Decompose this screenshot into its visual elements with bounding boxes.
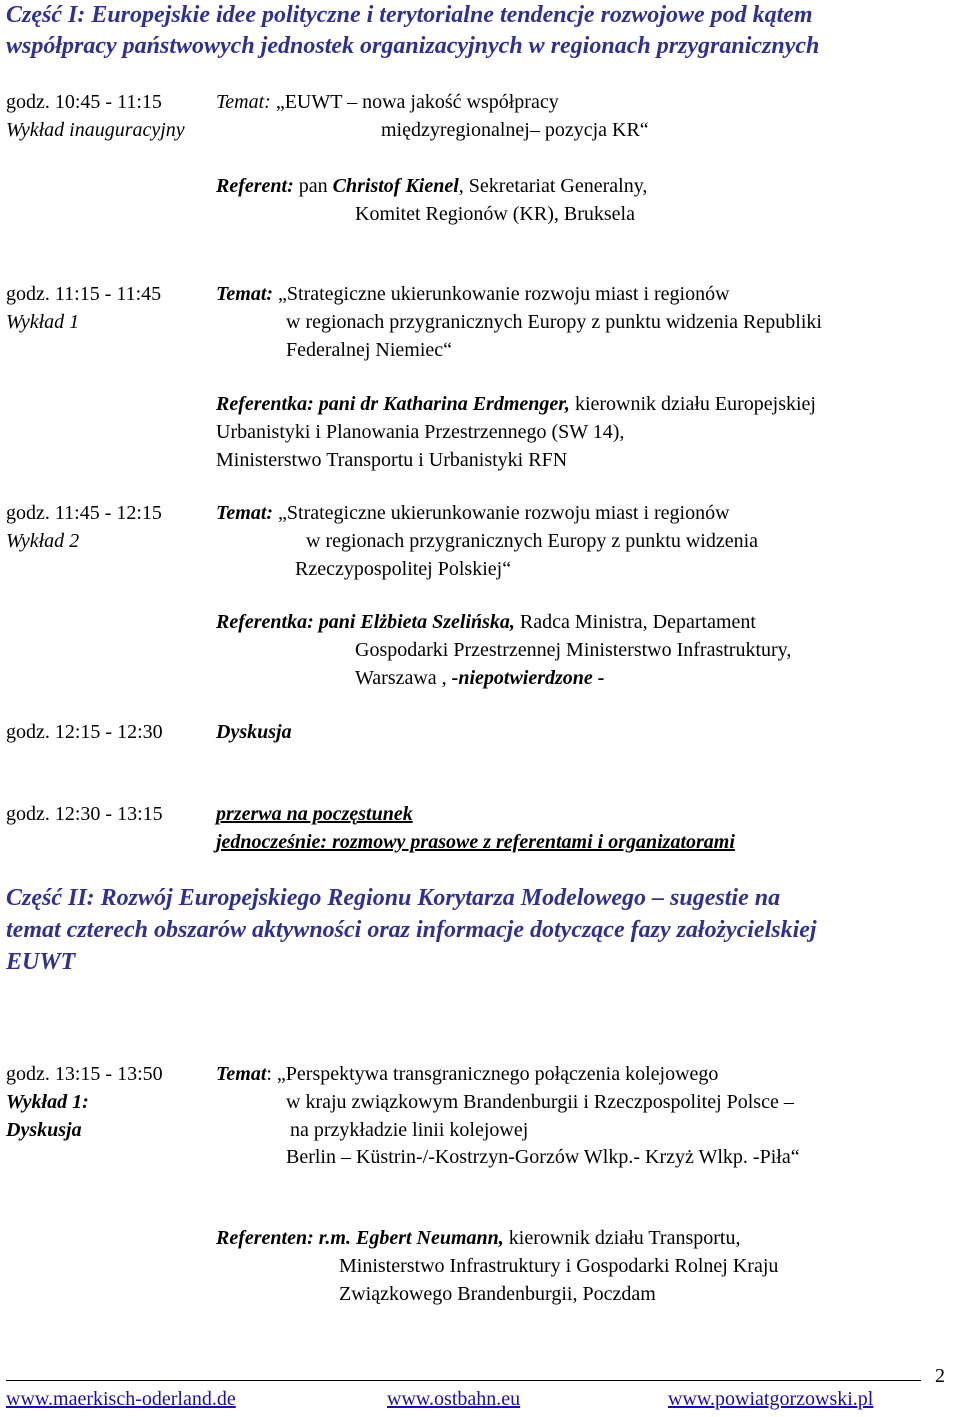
topic-text: : „Perspektywa transgranicznego połączenia kolejowego — [266, 1063, 719, 1085]
session6-topic-line2: w kraju związkowym Brandenburgii i Rzeczpospolitej Polsce – — [286, 1091, 794, 1113]
session1-speaker — [216, 172, 647, 200]
session6-speaker-line3: Związkowego Brandenburgii, Poczdam — [339, 1283, 656, 1305]
topic-label: Temat: — [216, 91, 271, 113]
session5-line2: jednocześnie: rozmowy prasowe z referentami i organizatorami — [216, 831, 735, 853]
session3-time: godz. 11:45 - 12:15 — [6, 502, 162, 524]
speaker-affiliation: Radca Ministra, Departament — [514, 611, 756, 633]
speaker-label: Referent: — [216, 175, 294, 197]
speaker-name: Christof Kienel — [332, 175, 459, 197]
session2-speaker — [216, 390, 816, 418]
speaker-prefix: pan — [293, 175, 333, 197]
speaker-label: Referentka: pani Elżbieta Szelińska, — [216, 611, 515, 633]
session1-topic-line2: międzyregionalnej– pozycja KR“ — [381, 119, 649, 141]
session1-type: Wykład inauguracyjny — [6, 119, 185, 141]
session5-line1: przerwa na poczęstunek — [216, 803, 413, 825]
session3-speaker — [216, 608, 756, 636]
session1-time: godz. 10:45 - 11:15 — [6, 91, 162, 113]
speaker-label: Referenten: r.m. Egbert Neumann, — [216, 1227, 504, 1249]
speaker-city: Warszawa , — [355, 667, 452, 689]
part2-title-line1: Część II: Rozwój Europejskiego Regionu Korytarza Modelowego – sugestie na — [6, 885, 781, 911]
session2-topic-line3: Federalnej Niemiec“ — [286, 339, 453, 361]
topic-label: Temat: — [216, 283, 274, 305]
part1-title-line1: Część I: Europejskie idee polityczne i terytorialne tendencje rozwojowe pod kątem — [6, 2, 813, 28]
session1-speaker-line2: Komitet Regionów (KR), Bruksela — [355, 203, 635, 225]
page-number: 2 — [935, 1365, 945, 1387]
topic-label: Temat: — [216, 502, 274, 524]
session6-speaker — [216, 1224, 740, 1252]
session3-topic-line2: w regionach przygranicznych Europy z punktu widzenia — [306, 530, 759, 552]
speaker-label: Referentka: pani dr Katharina Erdmenger, — [216, 393, 570, 415]
part2-title-line2: temat czterech obszarów aktywności oraz informacje dotyczące fazy założycielskiej — [6, 917, 817, 943]
session6-topic-line4: Berlin – Küstrin-/-Kostrzyn-Gorzów Wlkp.- Krzyż Wlkp. -Piła“ — [286, 1146, 800, 1168]
session2-type: Wykład 1 — [6, 311, 80, 333]
topic-label: Temat — [216, 1063, 267, 1085]
unconfirmed-note: -niepotwierdzone - — [451, 667, 605, 689]
speaker-affiliation: kierownik działu Europejskiej — [569, 393, 816, 415]
session1-topic — [216, 88, 559, 116]
session4-type: Dyskusja — [216, 721, 292, 743]
session6-type-line2: Dyskusja — [6, 1119, 82, 1141]
session4-time: godz. 12:15 - 12:30 — [6, 721, 163, 743]
session2-topic-line2: w regionach przygranicznych Europy z punktu widzenia Republiki — [286, 311, 822, 333]
footer-link-ostbahn[interactable]: www.ostbahn.eu — [387, 1388, 521, 1410]
session3-speaker-line3 — [355, 664, 604, 692]
speaker-affiliation: , Sekretariat Generalny, — [458, 175, 648, 197]
footer-link-maerkisch-oderland[interactable]: www.maerkisch-oderland.de — [6, 1388, 236, 1410]
session6-speaker-line2: Ministerstwo Infrastruktury i Gospodarki Rolnej Kraju — [339, 1255, 779, 1277]
session2-speaker-line2: Urbanistyki i Planowania Przestrzennego (SW 14), — [216, 421, 625, 443]
session2-topic — [216, 280, 730, 308]
session3-speaker-line2: Gospodarki Przestrzennej Ministerstwo Infrastruktury, — [355, 639, 792, 661]
session5-time: godz. 12:30 - 13:15 — [6, 803, 163, 825]
speaker-affiliation: kierownik działu Transportu, — [503, 1227, 741, 1249]
session6-type-line1: Wykład 1: — [6, 1091, 89, 1113]
topic-text: „Strategiczne ukierunkowanie rozwoju miast i regionów — [273, 283, 730, 305]
session2-time: godz. 11:15 - 11:45 — [6, 283, 162, 305]
footer-divider — [6, 1380, 921, 1381]
part1-title-line2: współpracy państwowych jednostek organizacyjnych w regionach przygranicznych — [6, 33, 820, 59]
session3-topic — [216, 499, 730, 527]
footer-link-powiatgorzowski[interactable]: www.powiatgorzowski.pl — [668, 1388, 874, 1410]
part2-title-line3: EUWT — [6, 949, 76, 975]
session3-type: Wykład 2 — [6, 530, 80, 552]
session2-speaker-line3: Ministerstwo Transportu i Urbanistyki RFN — [216, 449, 568, 471]
session6-time: godz. 13:15 - 13:50 — [6, 1063, 163, 1085]
session6-topic-line3: na przykładzie linii kolejowej — [290, 1119, 529, 1141]
session6-topic — [216, 1060, 718, 1088]
topic-text: „EUWT – nowa jakość współpracy — [270, 91, 559, 113]
session3-topic-line3: Rzeczypospolitej Polskiej“ — [295, 558, 512, 580]
topic-text: „Strategiczne ukierunkowanie rozwoju miast i regionów — [273, 502, 730, 524]
